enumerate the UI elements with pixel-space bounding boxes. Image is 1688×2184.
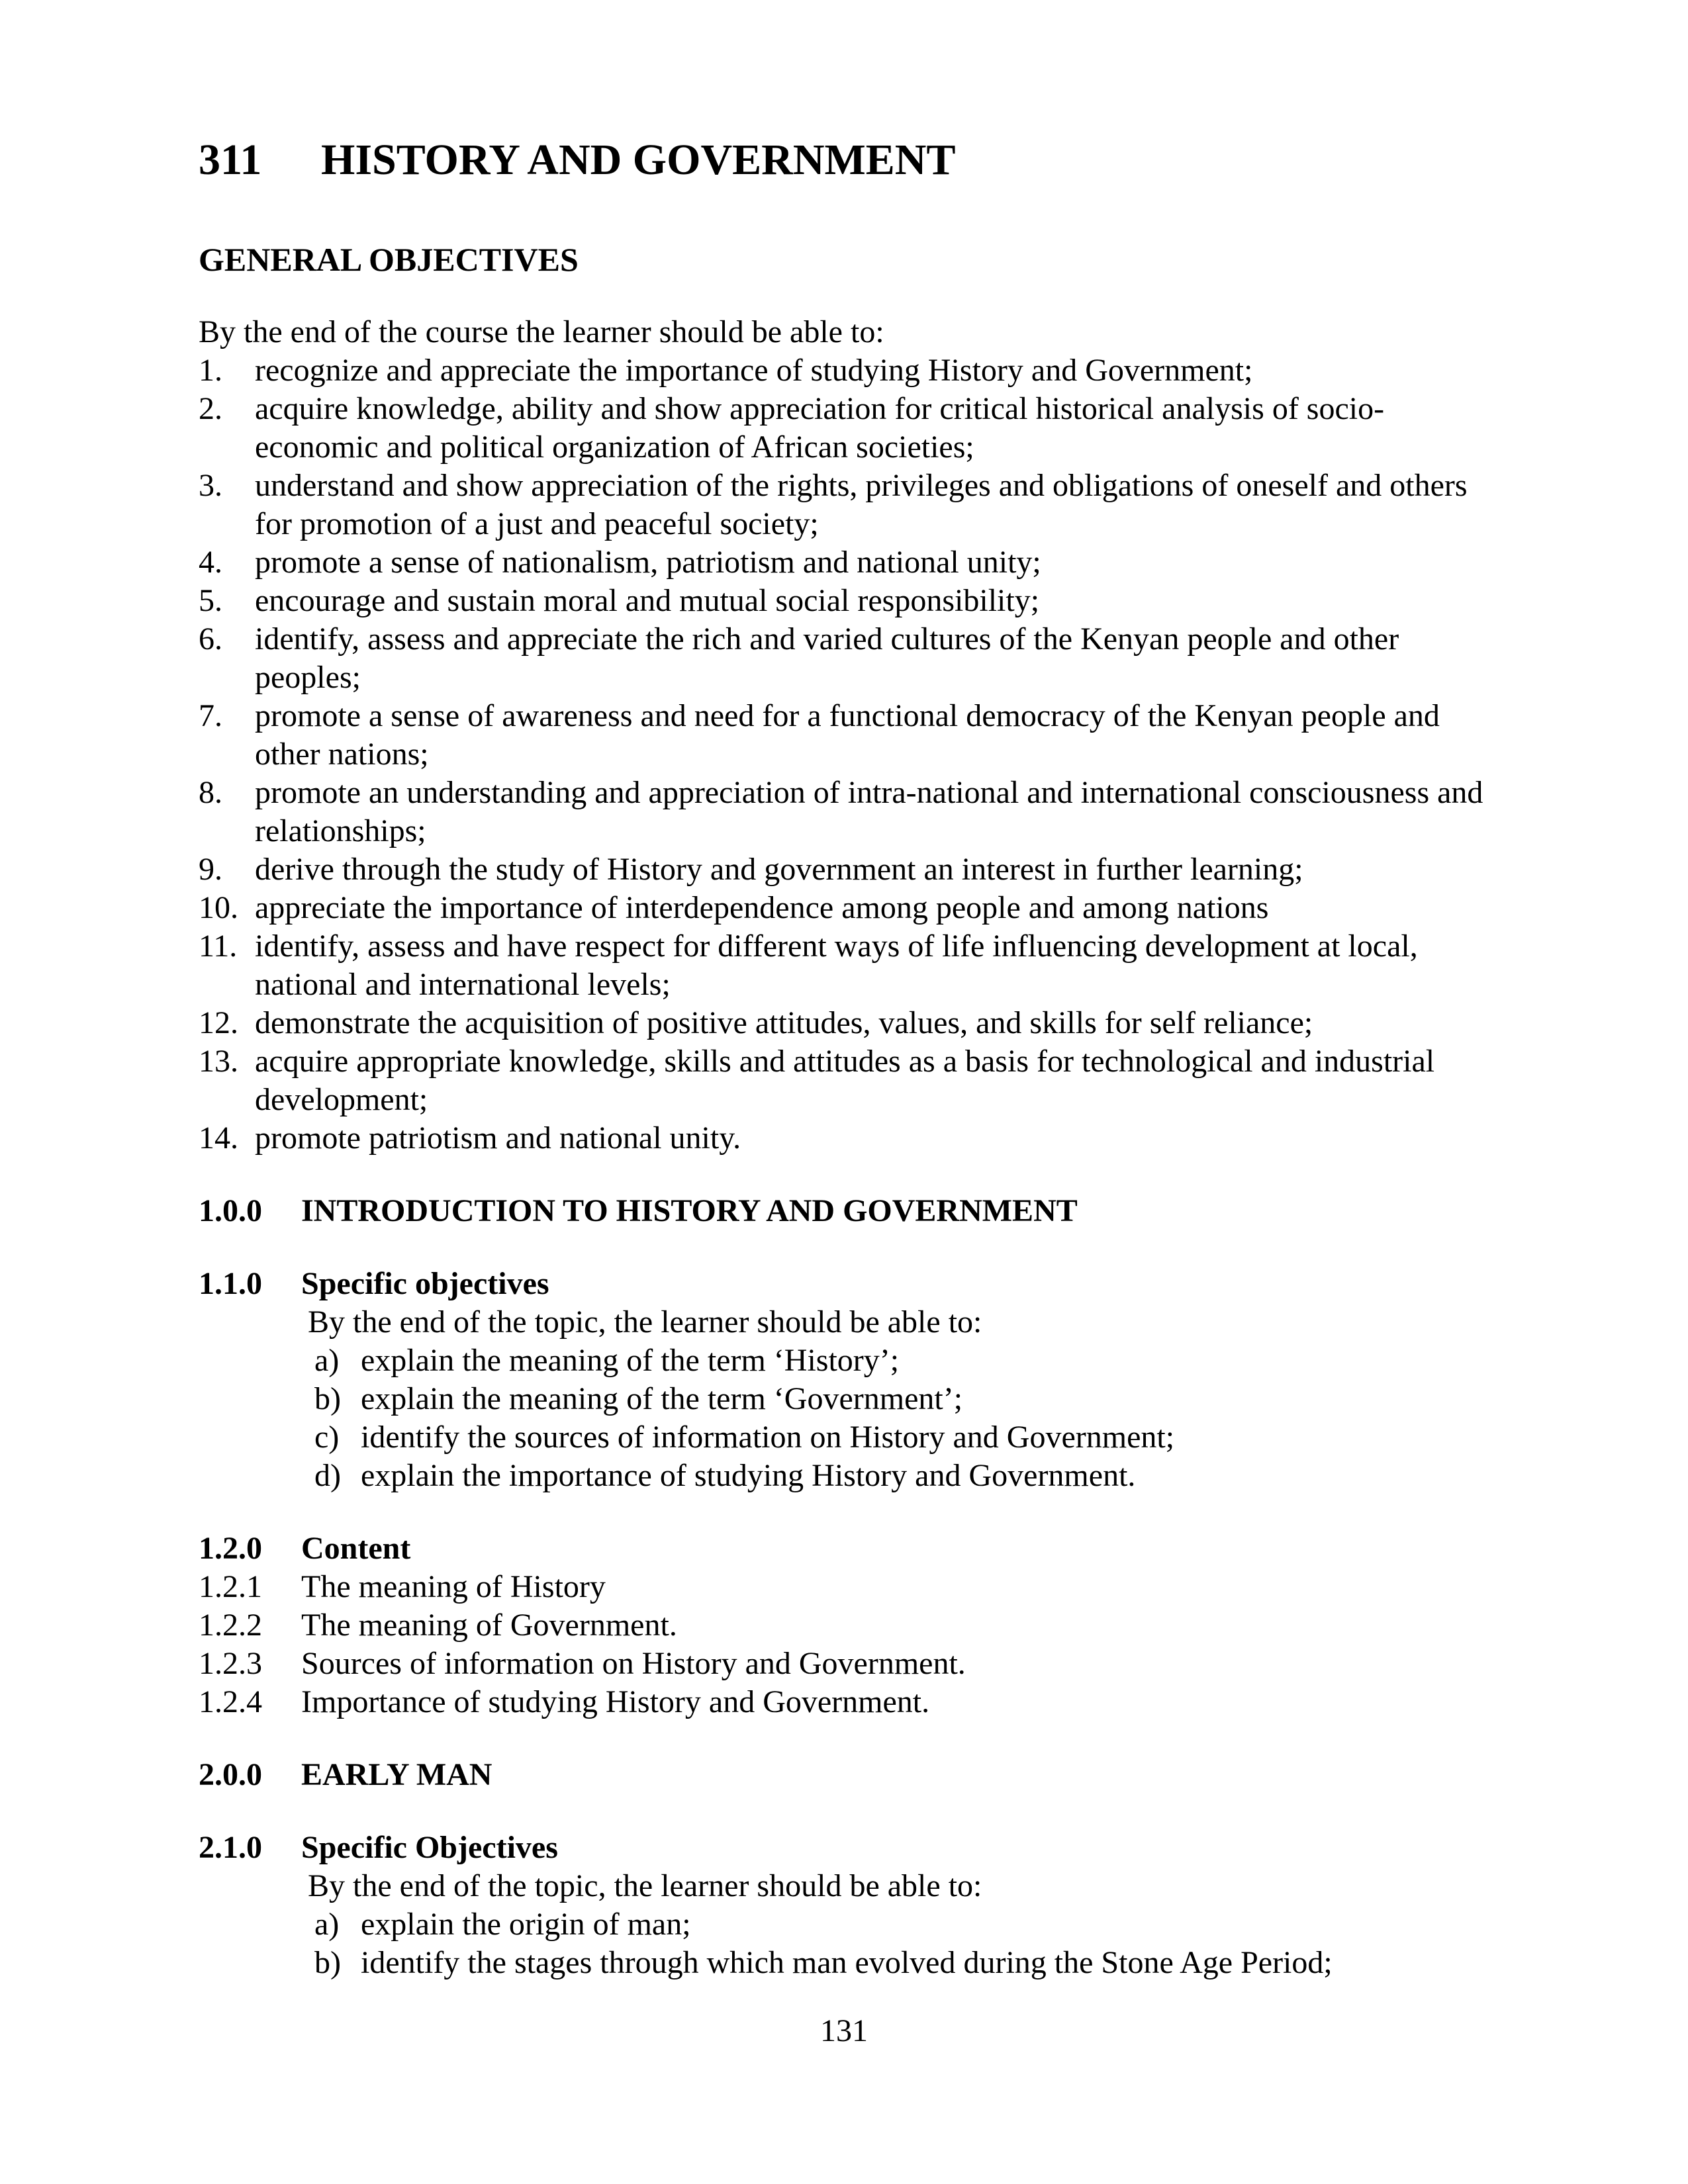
objective-number: 13. <box>199 1044 238 1079</box>
objective-item <box>199 697 1496 774</box>
section-heading-content-1 <box>199 1529 1496 1568</box>
general-objectives-heading: GENERAL OBJECTIVES <box>199 241 579 278</box>
section-title: Content <box>301 1531 411 1566</box>
item-text: explain the meaning of the term ‘Government’; <box>361 1381 963 1416</box>
section-heading-specific-objectives-1 <box>199 1265 1496 1303</box>
item-text: identify the stages through which man evolved during the Stone Age Period; <box>361 1945 1333 1980</box>
objective-item <box>199 1004 1496 1042</box>
objective-text: promote an understanding and appreciation of intra-national and international consciousness and relationships; <box>255 775 1483 848</box>
objective-text: acquire appropriate knowledge, skills and attitudes as a basis for technological and industrial development; <box>255 1044 1435 1117</box>
section-code: 1.1.0 <box>199 1266 262 1301</box>
specific-objectives-2-list <box>314 1905 1496 1982</box>
objective-number: 12. <box>199 1005 238 1040</box>
objective-text: identify, assess and appreciate the rich and varied cultures of the Kenyan people and other peoples; <box>255 621 1399 695</box>
lettered-item <box>314 1905 1496 1944</box>
content-code: 1.2.4 <box>199 1684 262 1719</box>
item-letter: b) <box>314 1945 341 1980</box>
objective-text: appreciate the importance of interdependence among people and among nations <box>255 890 1269 925</box>
item-letter: c) <box>314 1420 340 1455</box>
course-title: HISTORY AND GOVERNMENT <box>321 136 956 184</box>
objective-text: identify, assess and have respect for different ways of life influencing development at local, national and international levels; <box>255 929 1418 1002</box>
objective-item <box>199 620 1496 697</box>
objective-number: 9. <box>199 852 222 887</box>
item-text: explain the meaning of the term ‘History’; <box>361 1343 900 1378</box>
objective-number: 3. <box>199 468 222 503</box>
objective-text: acquire knowledge, ability and show appreciation for critical historical analysis of socio-economic and political organization of African societies; <box>255 391 1385 465</box>
general-objectives-intro: By the end of the course the learner should be able to: <box>199 314 884 349</box>
section-code: 1.0.0 <box>199 1193 262 1228</box>
lettered-item <box>314 1944 1496 1982</box>
content-text: Sources of information on History and Government. <box>301 1646 966 1681</box>
page-number: 131 <box>820 2013 868 2048</box>
objective-number: 5. <box>199 583 222 618</box>
content-code: 1.2.2 <box>199 1608 262 1643</box>
section-code: 2.1.0 <box>199 1830 262 1865</box>
section-heading-specific-objectives-2 <box>199 1829 1496 1867</box>
item-text: identify the sources of information on History and Government; <box>361 1420 1175 1455</box>
objective-text: demonstrate the acquisition of positive attitudes, values, and skills for self reliance; <box>255 1005 1313 1040</box>
objective-text: promote a sense of nationalism, patriotism and national unity; <box>255 545 1041 580</box>
document-title <box>199 136 1496 185</box>
objective-text: encourage and sustain moral and mutual social responsibility; <box>255 583 1040 618</box>
objective-item <box>199 774 1496 850</box>
item-letter: d) <box>314 1458 341 1493</box>
lettered-item <box>314 1457 1496 1495</box>
objective-number: 14. <box>199 1120 238 1156</box>
objective-number: 11. <box>199 929 238 964</box>
section-title: INTRODUCTION TO HISTORY AND GOVERNMENT <box>301 1193 1078 1228</box>
content-code: 1.2.1 <box>199 1569 262 1604</box>
content-code: 1.2.3 <box>199 1646 262 1681</box>
section-title: Specific Objectives <box>301 1830 558 1865</box>
objective-number: 1. <box>199 353 222 388</box>
section-title: EARLY MAN <box>301 1757 492 1792</box>
lettered-item <box>314 1342 1496 1380</box>
objective-item <box>199 927 1496 1004</box>
objective-number: 10. <box>199 890 238 925</box>
course-code: 311 <box>199 136 262 184</box>
item-letter: a) <box>314 1343 340 1378</box>
lettered-item <box>314 1380 1496 1418</box>
objective-number: 6. <box>199 621 222 657</box>
objective-text: derive through the study of History and government an interest in further learning; <box>255 852 1303 887</box>
objective-item <box>199 543 1496 582</box>
objective-item <box>199 1042 1496 1119</box>
item-text: explain the importance of studying History and Government. <box>361 1458 1136 1493</box>
objective-item <box>199 390 1496 467</box>
objective-text: understand and show appreciation of the rights, privileges and obligations of oneself and others for promotion of a just and peaceful society; <box>255 468 1468 541</box>
objective-text: promote patriotism and national unity. <box>255 1120 741 1156</box>
item-letter: a) <box>314 1907 340 1942</box>
content-text: Importance of studying History and Government. <box>301 1684 930 1719</box>
objective-text: promote a sense of awareness and need for a functional democracy of the Kenyan people and other nations; <box>255 698 1440 772</box>
item-letter: b) <box>314 1381 341 1416</box>
lettered-item <box>314 1418 1496 1457</box>
content-item <box>199 1606 1496 1645</box>
content-text: The meaning of Government. <box>301 1608 677 1643</box>
section-heading-early-man <box>199 1756 1496 1794</box>
content-1-list <box>199 1568 1496 1721</box>
content-item <box>199 1645 1496 1683</box>
objective-number: 2. <box>199 391 222 426</box>
objective-item <box>199 351 1496 390</box>
specific-objectives-1-list <box>314 1342 1496 1495</box>
objective-text: recognize and appreciate the importance of studying History and Government; <box>255 353 1253 388</box>
content-item <box>199 1568 1496 1606</box>
objective-number: 8. <box>199 775 222 810</box>
general-objectives-list <box>199 351 1496 1158</box>
topic-intro-2: By the end of the topic, the learner should be able to: <box>308 1868 982 1903</box>
objective-item <box>199 889 1496 927</box>
objective-item <box>199 582 1496 620</box>
section-title: Specific objectives <box>301 1266 549 1301</box>
objective-item <box>199 1119 1496 1158</box>
section-code: 1.2.0 <box>199 1531 262 1566</box>
section-code: 2.0.0 <box>199 1757 262 1792</box>
objective-number: 7. <box>199 698 222 733</box>
content-text: The meaning of History <box>301 1569 606 1604</box>
objective-number: 4. <box>199 545 222 580</box>
content-item <box>199 1683 1496 1721</box>
objective-item <box>199 467 1496 543</box>
objective-item <box>199 850 1496 889</box>
topic-intro-1: By the end of the topic, the learner should be able to: <box>308 1304 982 1340</box>
section-heading-introduction <box>199 1192 1496 1230</box>
item-text: explain the origin of man; <box>361 1907 691 1942</box>
